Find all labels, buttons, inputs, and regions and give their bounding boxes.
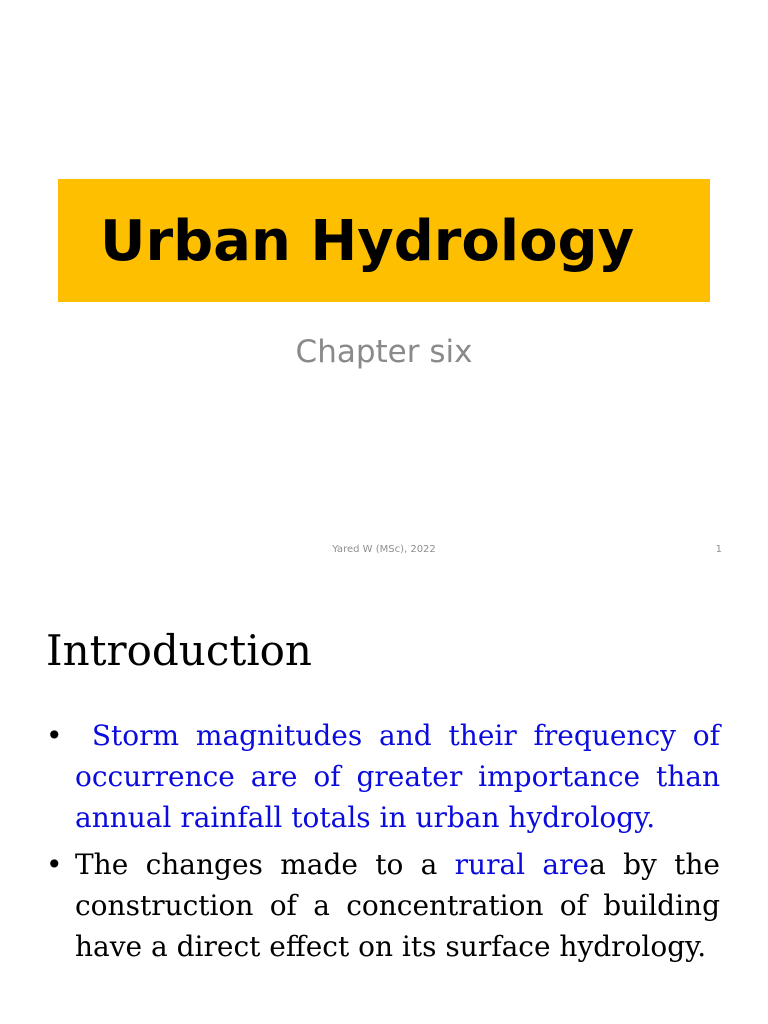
section-heading: Introduction [46, 626, 312, 675]
bullet-text-highlight: Storm magnitudes and their frequency of occurrence are of greater importance than annual rainfall totals in urban hydrology. [75, 719, 720, 834]
bullet-text-highlight: rural are [454, 848, 590, 881]
bullet-text-tail: a by the construction of a concentration of building have a direct effect on its surface hydrology. [75, 848, 721, 963]
slide-subtitle: Chapter six [295, 334, 473, 370]
bullet-item [46, 844, 720, 967]
bullet-item [46, 715, 720, 838]
bullet-list [46, 715, 720, 973]
page-number: 1 [715, 544, 722, 555]
slide-footer: Yared W (MSc), 2022 [332, 544, 436, 555]
bullet-dot-icon: • [46, 719, 63, 752]
bullet-text-lead: The changes made to a [75, 848, 455, 881]
slide-2 [0, 588, 768, 1024]
bullet-dot-icon: • [46, 848, 63, 881]
slide-title: Urban Hydrology [100, 209, 635, 274]
